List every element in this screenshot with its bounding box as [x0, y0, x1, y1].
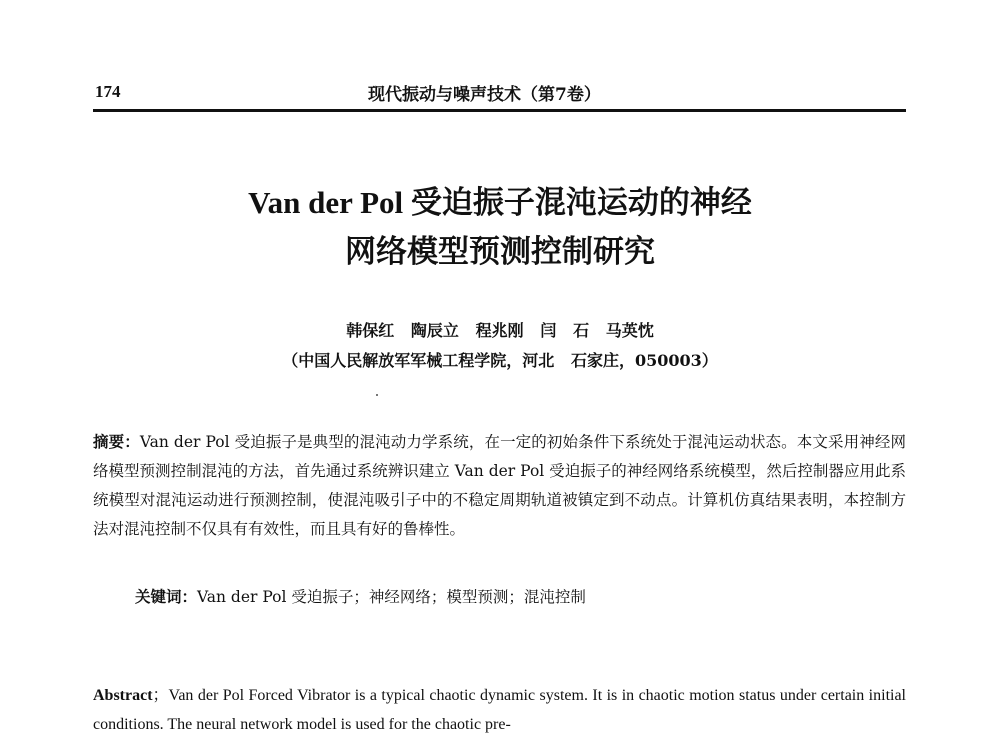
stray-dot [376, 394, 378, 396]
abstract-text-cn: Van der Pol 受迫振子是典型的混沌动力学系统，在一定的初始条件下系统处于混沌运动状态。本文采用神经网络模型预测控制混沌的方法，首先通过系统辨识建立 Van der Pol 受迫振子的神经网络系统模型，然后控制器应用此系统模型对混沌运动进行预测控制，使混沌吸引子中的不稳定周期轨道被镇定到不动点。计算机仿真结果表明，本控制方法对混沌控制不仅具有有效性，而且具有好的鲁棒性。 [93, 433, 906, 538]
author-list: 韩保红 陶辰立 程兆刚 闫 石 马英忱 [346, 321, 654, 340]
page-number: 174 [95, 82, 121, 101]
running-header-journal: 现代振动与噪声技术（第7卷） [368, 85, 601, 105]
title-line-1: Van der Pol 受迫振子混沌运动的神经 [248, 185, 752, 220]
abstract-text-en: ；Van der Pol Forced Vibrator is a typical chaotic dynamic system. It is in chaotic motion status under certain initial conditions. The neural network model is used for the chaotic pre- [93, 687, 906, 733]
keywords-label: 关键词： [135, 587, 198, 606]
affiliation: （中国人民解放军军械工程学院，河北 石家庄，050003） [282, 351, 718, 370]
keywords-text: Van der Pol 受迫振子；神经网络；模型预测；混沌控制 [197, 588, 586, 606]
abstract-label-cn: 摘要： [93, 432, 140, 451]
keywords [135, 585, 586, 607]
abstract-label-en: Abstract [93, 687, 153, 704]
header-rule [93, 109, 906, 112]
english-abstract [93, 681, 906, 739]
chinese-abstract [93, 427, 906, 544]
title-line-2: 网络模型预测控制研究 [345, 234, 655, 269]
paper-title [0, 178, 1000, 276]
